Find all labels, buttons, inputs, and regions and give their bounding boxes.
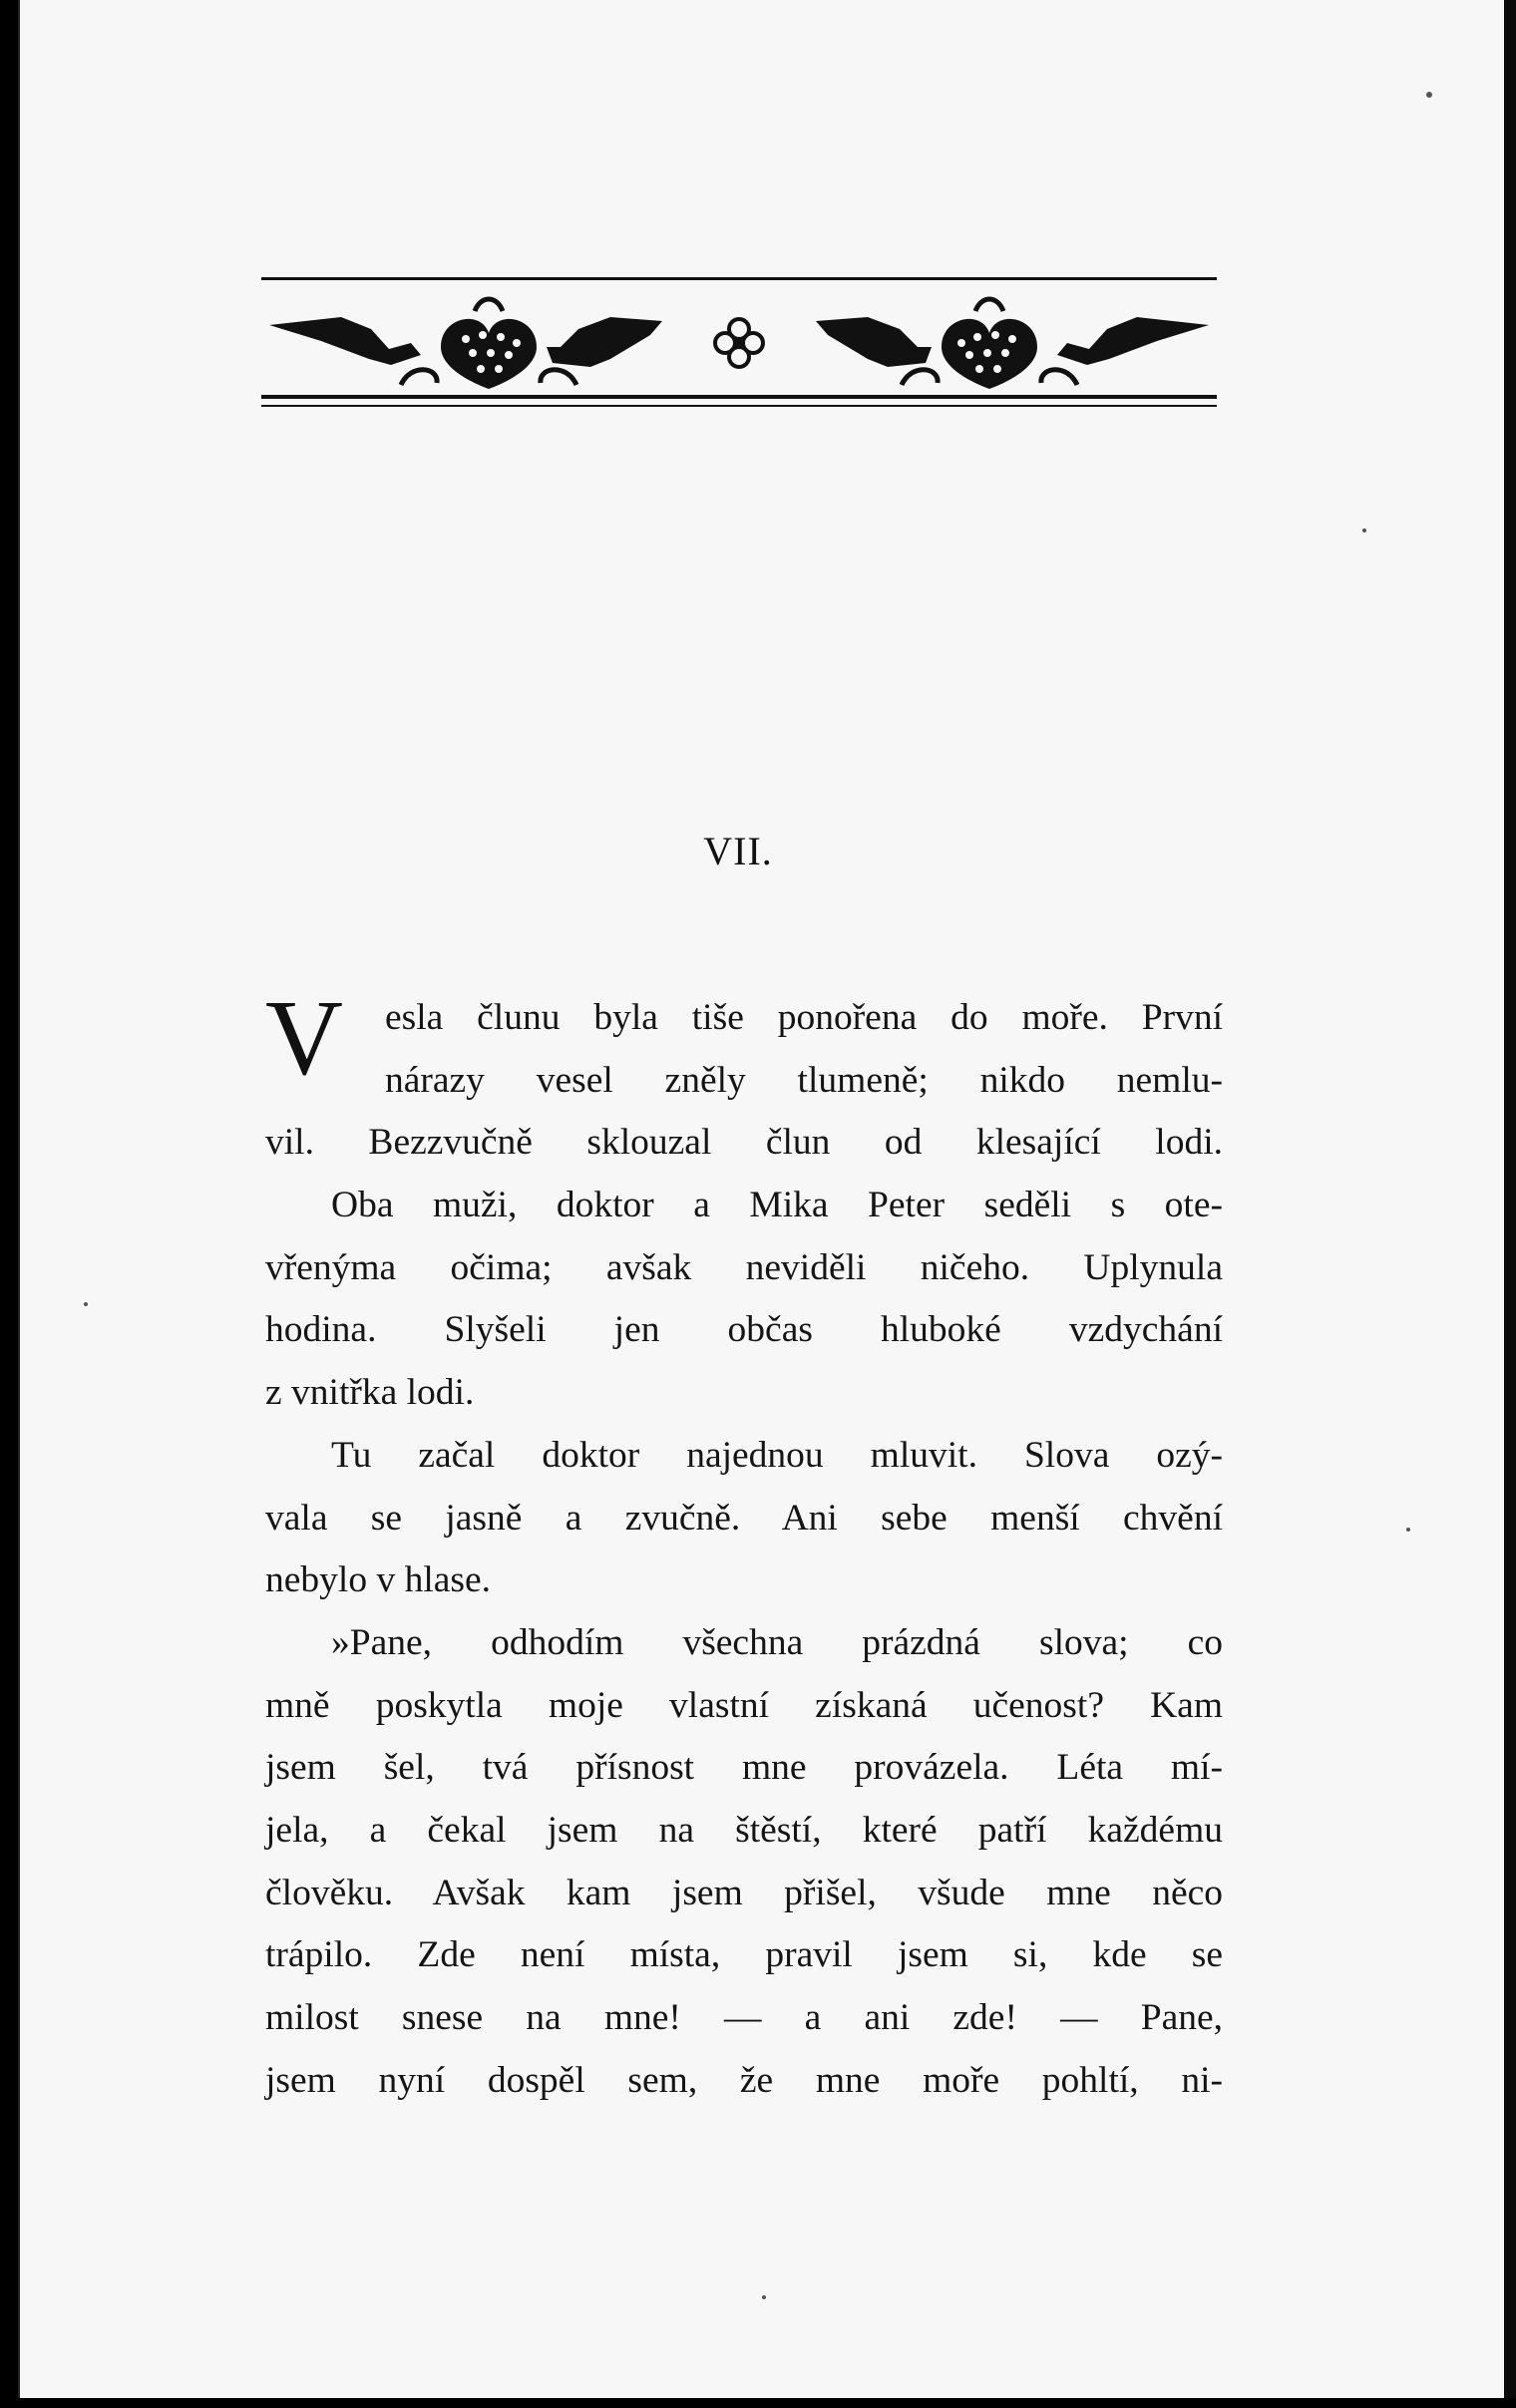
chapter-ornament [261,277,1217,413]
strawberry-heart-icon [401,299,576,389]
chapter-text [265,979,1223,2112]
text-line: hodina. Slyšeli jen občas hluboké vzdychání [265,1309,1223,1351]
strawberry-heart-icon [902,299,1077,389]
text-line: esla člunu byla tiše ponořena do moře. První [385,997,1223,1038]
book-page [18,0,1506,2398]
text-line: jsem šel, tvá přísnost mne provázela. Léta mí- [265,1747,1223,1789]
paper-speck [84,1302,88,1306]
paper-speck [1426,92,1432,98]
paper-speck [762,2295,766,2299]
paper-speck [1362,528,1366,532]
swallow-icon [1057,317,1209,365]
text-line: vřenýma očima; avšak neviděli ničeho. Uplynula [265,1246,1223,1288]
swallow-icon [816,317,932,367]
chapter-number: VII. [703,829,773,873]
page-edge [0,2398,1516,2408]
text-line: »Pane, odhodím všechna prázdná slova; co [331,1621,1223,1663]
text-line: mně poskytla moje vlastní získaná učenost? Kam [265,1684,1223,1726]
text-line: Tu začal doktor najednou mluvit. Slova ozý- [331,1434,1223,1476]
text-line: člověku. Avšak kam jsem přišel, všude mne něco [265,1872,1223,1913]
quatrefoil-flower-icon [715,319,763,367]
text-line: jela, a čekal jsem na štěstí, které patří každému [265,1809,1223,1851]
text-line: z vnitřka lodi. [265,1372,475,1414]
text-line: trápilo. Zde není místa, pravil jsem si, kde se [265,1934,1223,1976]
text-line: Oba muži, doktor a Mika Peter seděli s ote- [331,1185,1223,1226]
text-line: nebylo v hlase. [265,1559,491,1601]
text-line: nárazy vesel zněly tlumeně; nikdo nemlu- [385,1059,1223,1101]
swallow-icon [547,317,662,367]
text-line: vala se jasně a zvučně. Ani sebe menší chvění [265,1497,1223,1539]
swallow-icon [269,317,421,365]
page-edge [1504,0,1516,2408]
text-line: vil. Bezzvučně sklouzal člun od klesající lodi. [265,1122,1223,1164]
paper-speck [1406,1528,1410,1532]
drop-cap: V [265,979,343,1098]
text-line: jsem nyní dospěl sem, že mne moře pohltí, ni- [265,2059,1223,2101]
text-line: milost snese na mne! — a ani zde! — Pane, [265,1997,1223,2038]
